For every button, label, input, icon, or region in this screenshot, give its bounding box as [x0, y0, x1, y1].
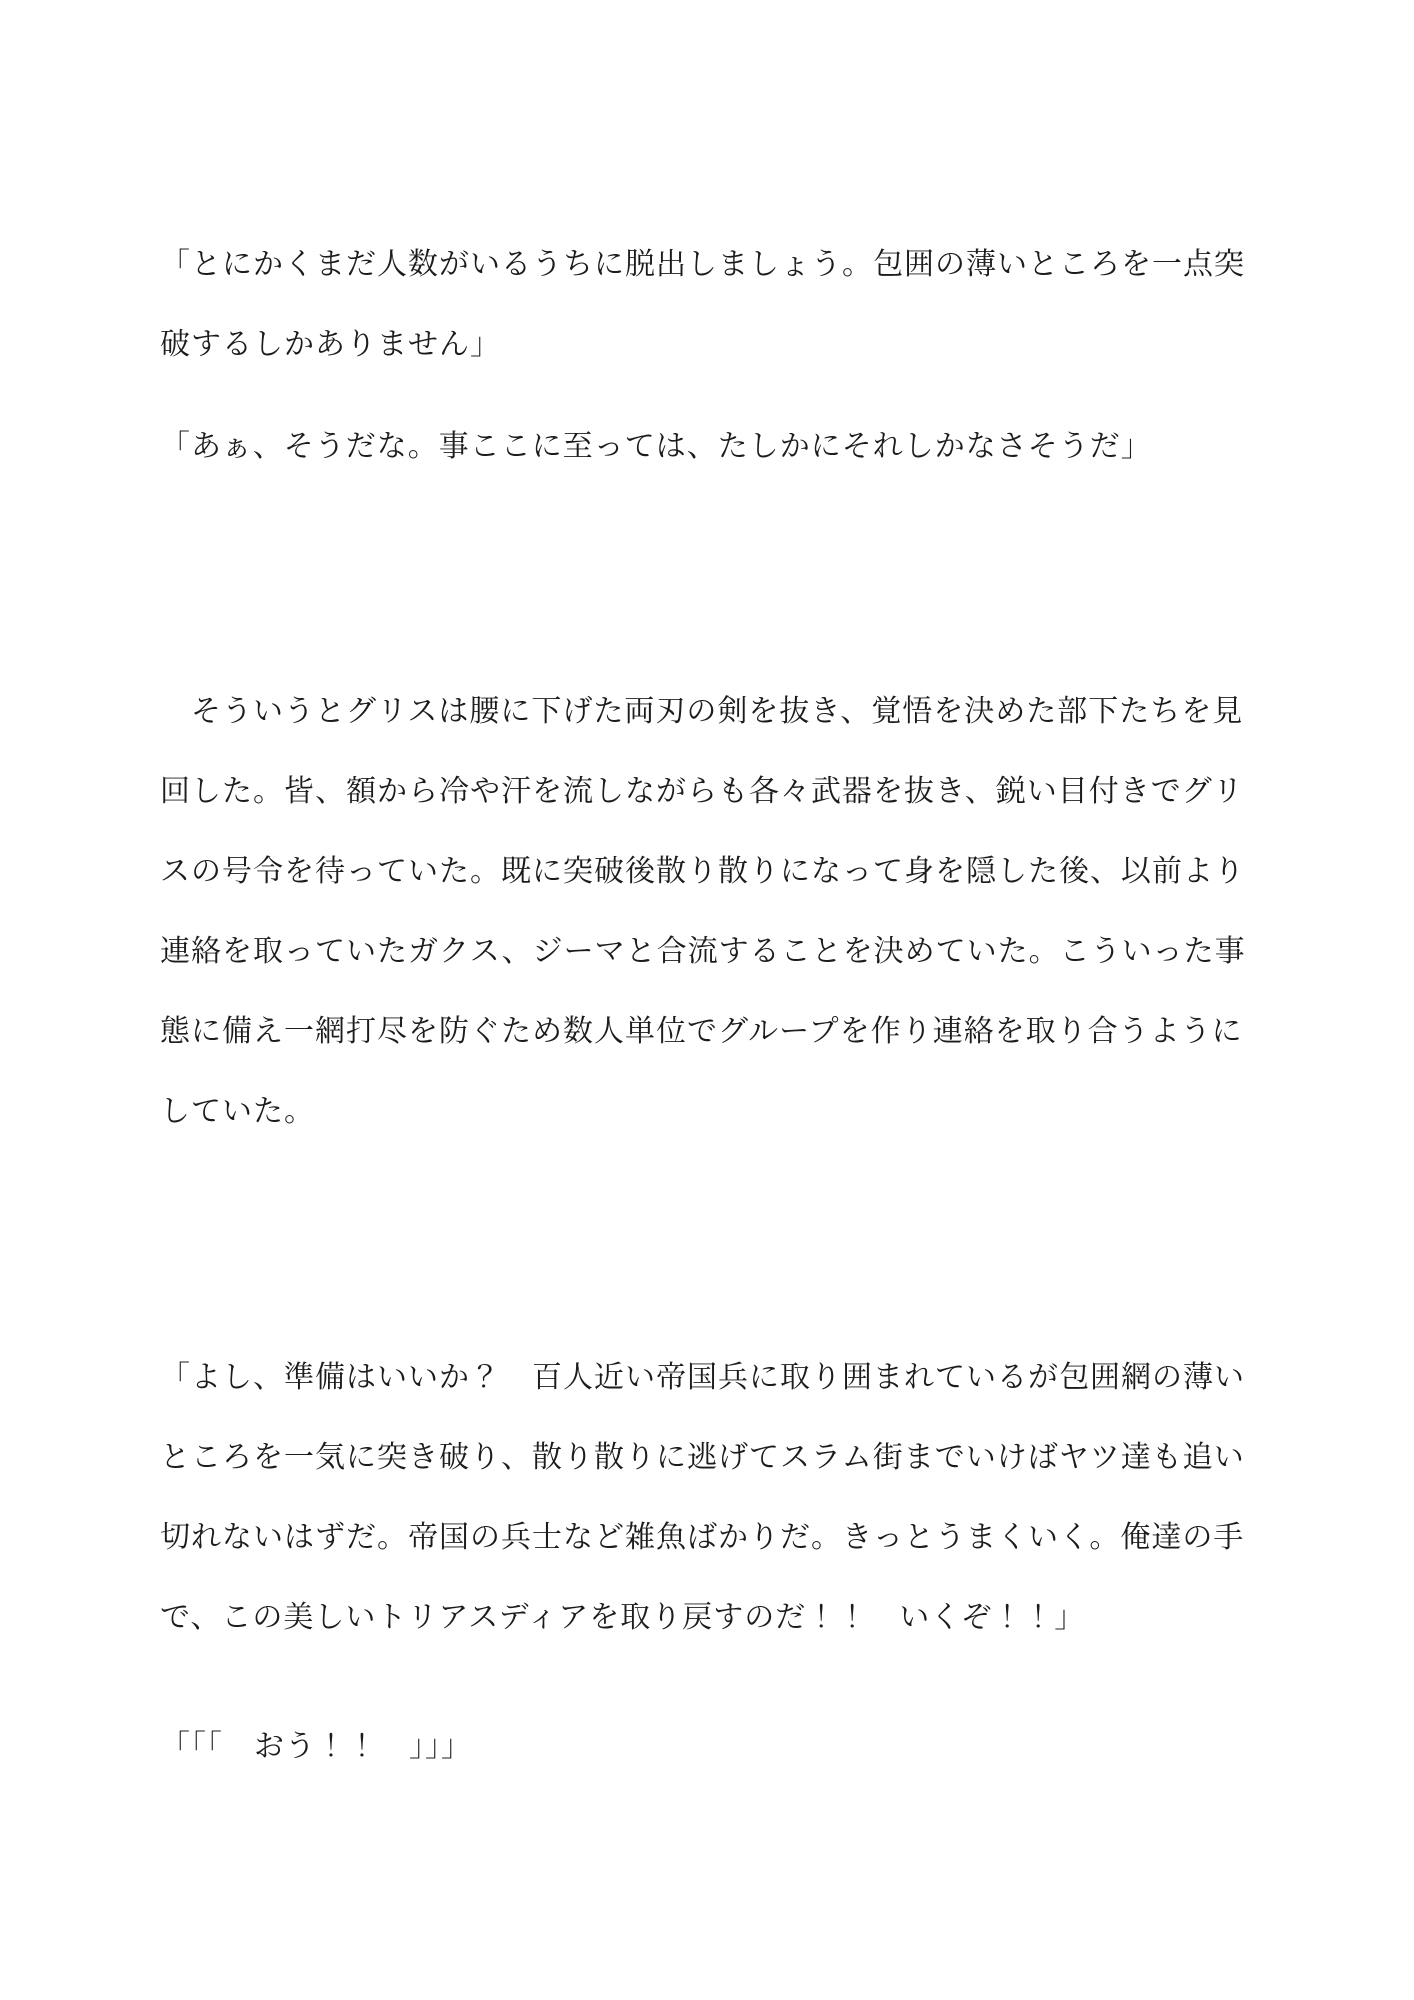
text-line: 「「「 おう！！ 」」」	[160, 1730, 472, 1763]
text-line: 破するしかありません」	[160, 328, 501, 361]
text-line: そういうとグリスは腰に下げた両刃の剣を抜き、覚悟を決めた部下たちを見	[160, 695, 1244, 728]
text-line: ところを一気に突き破り、散り散りに逃げてスラム街までいけばヤツ達も追い	[160, 1441, 1245, 1474]
paragraph-dialogue-4	[160, 1707, 1256, 1787]
text-line: スの号令を待っていた。既に突破後散り散りになって身を隠した後、以前より	[160, 855, 1245, 888]
paragraph-spacer	[160, 1152, 1256, 1338]
text-line: 態に備え一網打尽を防ぐため数人単位でグループを作り連絡を取り合うように	[160, 1015, 1243, 1048]
text-line: 「よし、準備はいいか？ 百人近い帝国兵に取り囲まれているが包囲網の薄い	[160, 1361, 1245, 1394]
text-line: 連絡を取っていたガクス、ジーマと合流することを決めていた。こういった事	[160, 935, 1246, 968]
paragraph-spacer	[160, 487, 1256, 672]
text-line: していた。	[160, 1095, 315, 1128]
text-line: 切れないはずだ。帝国の兵士など雑魚ばかりだ。きっとうまくいく。俺達の手	[160, 1521, 1245, 1554]
paragraph-narration	[160, 672, 1256, 1152]
paragraph-dialogue-3	[160, 1338, 1256, 1658]
paragraph-spacer	[160, 1658, 1256, 1707]
text-line: で、この美しいトリアスディアを取り戻すのだ！！ いくぞ！！」	[160, 1601, 1086, 1634]
text-line: 「とにかくまだ人数がいるうちに脱出しましょう。包囲の薄いところを一点突	[160, 248, 1245, 281]
paragraph-dialogue-1	[160, 225, 1256, 385]
paragraph-spacer	[160, 385, 1256, 407]
paragraph-dialogue-2	[160, 407, 1256, 487]
text-line: 「あぁ、そうだな。事ここに至っては、たしかにそれしかなさそうだ」	[160, 430, 1152, 463]
text-line: 回した。皆、額から冷や汗を流しながらも各々武器を抜き、鋭い目付きでグリ	[160, 775, 1244, 808]
